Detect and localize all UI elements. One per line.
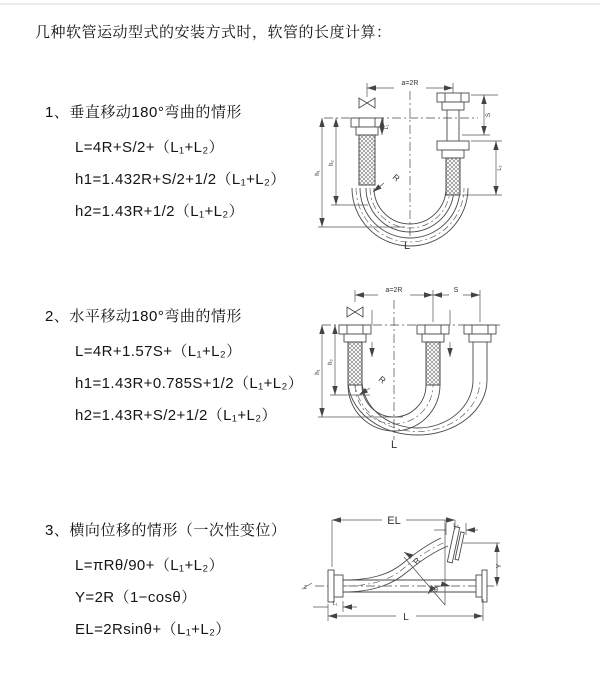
section-1	[45, 101, 286, 228]
formula-l: L=4R+S/2+（L₁+L₂）	[75, 139, 225, 156]
dim-label-h2: h₂	[328, 359, 334, 365]
break-label: z	[304, 585, 307, 591]
diagram-2-svg	[310, 280, 600, 455]
right-flange	[476, 570, 487, 602]
left-fitting	[351, 118, 383, 185]
radius-arrow	[404, 552, 412, 557]
right-fitting	[437, 93, 469, 195]
formula-h2: h2=1.43R+S/2+1/2（L₁+L₂）	[75, 407, 277, 424]
length-label: L	[390, 439, 398, 451]
hose-arcs	[348, 360, 487, 435]
formula-l: L=πRθ/90+（L₁+L₂）	[75, 557, 224, 574]
braid-section	[348, 342, 362, 385]
section-3-heading: 3、横向位移的情形（一次性变位）	[45, 522, 287, 539]
section-1-heading: 1、垂直移动180°弯曲的情形	[45, 104, 242, 121]
braid-section	[359, 135, 375, 185]
dim-label-l2: L₂	[497, 165, 503, 171]
section-2-heading: 2、水平移动180°弯曲的情形	[45, 308, 242, 325]
el-ext	[332, 520, 455, 567]
dim-label-stroke: S	[453, 287, 459, 294]
formula-h1: h1=1.432R+S/2+1/2（L₁+L₂）	[75, 171, 286, 188]
section-2	[45, 305, 303, 432]
dim-label-span: a=2R	[385, 287, 403, 294]
dim-label-l1: L₁	[332, 601, 338, 607]
formula-h1: h1=1.43R+0.785S+1/2（L₁+L₂）	[75, 375, 304, 392]
right-fitting	[464, 325, 496, 360]
diagram-3-svg	[300, 505, 600, 645]
dim-label-length: L	[403, 612, 409, 623]
diagram-horizontal-u-bend	[310, 280, 600, 455]
dim-label-stroke: S	[485, 112, 492, 118]
radius-label: R	[411, 556, 423, 567]
left-fitting	[339, 325, 371, 385]
radius-line	[404, 557, 445, 605]
formula-y: Y=2R（1−cosθ）	[75, 589, 197, 606]
section-3	[45, 519, 286, 646]
dim-label-el: EL	[387, 515, 401, 527]
page-title: 几种软管运动型式的安装方式时，软管的长度计算：	[35, 24, 392, 41]
valve-icon	[347, 307, 363, 317]
theta-arc	[428, 585, 450, 594]
formula-l: L=4R+1.57S+（L₁+L₂）	[75, 343, 242, 360]
dim-label-h2: h₂	[329, 160, 335, 166]
diagram-lateral-displacement	[300, 505, 600, 645]
formula-el: EL=2Rsinθ+（L₁+L₂）	[75, 621, 231, 638]
left-flange	[328, 570, 343, 602]
dim-label-l1: L₁	[384, 124, 390, 130]
s-curve-hose	[343, 538, 448, 592]
page-top-rule	[0, 3, 600, 5]
theta-label: θ	[434, 587, 438, 594]
radius-label: R	[390, 171, 402, 184]
length-label: L	[403, 240, 411, 252]
braid-section	[426, 342, 440, 385]
diagram-1-svg	[310, 73, 600, 255]
dim-label-h1: h₁	[315, 369, 321, 375]
dim-label-l2: L₂	[453, 523, 459, 529]
valve-icon	[359, 98, 375, 108]
radius-label: R	[376, 373, 388, 386]
dim-label-h1: h₁	[315, 170, 321, 176]
formula-h2: h2=1.43R+1/2（L₁+L₂）	[75, 203, 245, 220]
middle-fitting	[417, 325, 449, 385]
dim-label-y: Y	[496, 563, 503, 569]
braid-section	[446, 158, 460, 195]
diagram-vertical-u-bend	[310, 73, 600, 255]
dim-label-span: a=2R	[401, 80, 419, 87]
upper-flange	[447, 527, 465, 564]
